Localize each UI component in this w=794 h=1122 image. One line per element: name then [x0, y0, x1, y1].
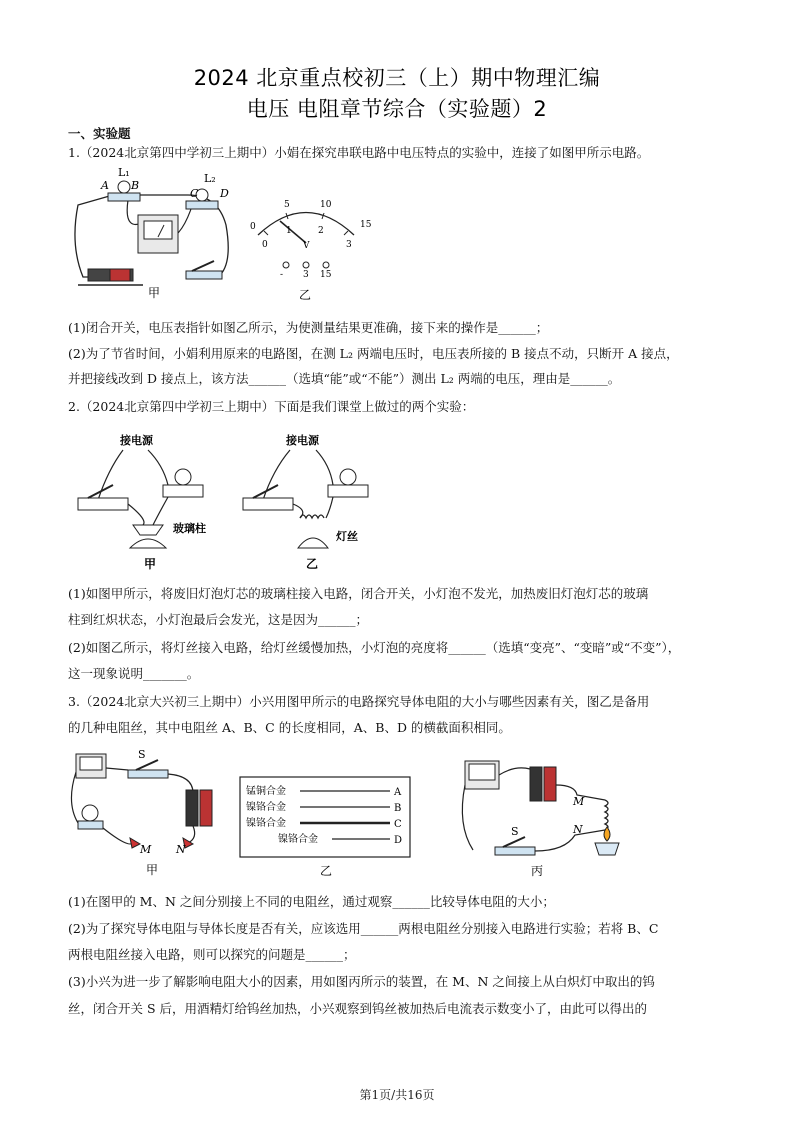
q3-bing-n-label: N: [573, 823, 583, 836]
q3-caption-yi: 乙: [320, 864, 333, 878]
tick-bottom-3: 3: [346, 240, 352, 250]
terminal-3: 3: [303, 270, 309, 280]
wire-c-tag: C: [394, 819, 402, 830]
q2-filament-label: 灯丝: [336, 530, 358, 543]
page-subtitle: 电压 电阻章节综合（实验题）2: [246, 97, 548, 121]
q2-glass-label: 玻璃柱: [173, 522, 206, 535]
q3-jia-n-label: N: [176, 843, 186, 856]
q3-part2-line1: (2)为了探究导体电阻与导体长度是否有关，应该选用______两根电阻丝分别接入电路进行实验；若将 B、C: [68, 921, 659, 936]
tick-top-10: 10: [320, 200, 332, 210]
q1-part2-line1: (2)为了节省时间，小娟利用原来的电路图，在测 L₂ 两端电压时，电压表所接的 B 接点不动，只断开 A 接点，: [68, 346, 679, 361]
label-c: C: [190, 187, 199, 200]
q2-caption-jia: 甲: [144, 557, 157, 571]
page-title: 2024 北京重点校初三（上）期中物理汇编: [193, 66, 601, 90]
wire-d-name: 镍铬合金: [278, 834, 318, 845]
q2-figure: [68, 430, 388, 575]
q2-power-right: 接电源: [286, 434, 319, 447]
q3-figure-bing: [455, 755, 635, 880]
q2-stem: 2.（2024北京第四中学初三上期中）下面是我们课堂上做过的两个实验：: [68, 399, 475, 414]
label-l1: L₁: [118, 166, 130, 179]
wire-d-tag: D: [394, 835, 403, 846]
section-heading: 一、实验题: [68, 126, 131, 141]
terminal-neg: -: [280, 270, 284, 280]
q3-part2-line2: 两根电阻丝接入电路，则可以探究的问题是______；: [68, 947, 356, 962]
q3-bing-s-label: S: [511, 825, 519, 838]
tick-top-15: 15: [360, 220, 372, 230]
label-d: D: [220, 187, 229, 200]
q3-part1: (1)在图甲的 M、N 之间分别接上不同的电阻丝，通过观察______比较导体电阻的大小；: [68, 894, 555, 909]
caption-jia: 甲: [148, 286, 161, 300]
caption-yi: 乙: [299, 288, 312, 302]
terminal-15: 15: [320, 270, 332, 280]
tick-top-5: 5: [284, 200, 290, 210]
wire-a-tag: A: [394, 787, 402, 798]
page-footer: 第1页/共16页: [359, 1088, 435, 1102]
q3-part3-line1: (3)小兴为进一步了解影响电阻大小的因素，用如图丙所示的装置，在 M、N 之间接上从白炽灯中取出的钨: [68, 974, 655, 989]
q3-jia-m-label: M: [140, 843, 152, 856]
q1-part1: (1)闭合开关，电压表指针如图乙所示，为使测量结果更准确，接下来的操作是______；: [68, 320, 549, 335]
q3-jia-s-label: S: [138, 748, 146, 761]
q3-stem-line1: 3.（2024北京大兴初三上期中）小兴用图甲所示的电路探究导体电阻的大小与哪些因素有关，图乙是备用: [68, 694, 650, 709]
tick-bottom-2: 2: [318, 226, 324, 236]
q2-part1-line2: 柱到红炽状态，小灯泡最后会发光，这是因为______；: [68, 612, 369, 627]
tick-bottom-1: 1: [286, 226, 292, 236]
q3-bing-m-label: M: [573, 795, 585, 808]
tick-top-0: 0: [250, 222, 256, 232]
q1-figure-voltmeter: [246, 195, 376, 305]
meter-unit: V: [303, 241, 310, 251]
wire-b-name: 镍铬合金: [246, 802, 286, 813]
q1-part2-line2: 并把接线改到 D 接点上，该方法______（选填“能”或“不能”）测出 L₂ 两端的电压，理由是______。: [68, 371, 621, 386]
q2-part2-line2: 这一现象说明_______。: [68, 666, 200, 681]
q1-figure-circuit: [68, 165, 238, 300]
q3-part3-line2: 丝，闭合开关 S 后，用酒精灯给钨丝加热，小兴观察到钨丝被加热后电流表示数变小了，由此可以得出的: [68, 1001, 648, 1016]
wire-c-name: 镍铬合金: [246, 818, 286, 829]
q2-part1-line1: (1)如图甲所示，将废旧灯泡灯芯的玻璃柱接入电路，闭合开关，小灯泡不发光，加热废旧灯泡灯芯的玻璃: [68, 586, 649, 601]
label-a: A: [101, 179, 109, 192]
q3-figure-yi: [238, 775, 413, 880]
label-b: B: [131, 179, 140, 192]
q1-stem: 1.（2024北京第四中学初三上期中）小娟在探究串联电路中电压特点的实验中，连接了如图甲所示电路。: [68, 145, 650, 160]
q2-power-left: 接电源: [120, 434, 153, 447]
wire-a-name: 锰铜合金: [246, 786, 286, 797]
q3-figure-jia: [68, 748, 228, 878]
q3-caption-jia: 甲: [146, 863, 159, 877]
label-l2: L₂: [204, 172, 216, 185]
wire-b-tag: B: [394, 803, 402, 814]
q3-stem-line2: 的几种电阻丝，其中电阻丝 A、B、C 的长度相同，A、B、D 的横截面积相同。: [68, 720, 511, 735]
tick-bottom-0: 0: [262, 240, 268, 250]
q3-caption-bing: 丙: [531, 864, 544, 878]
q2-part2-line1: (2)如图乙所示，将灯丝接入电路，给灯丝缓慢加热，小灯泡的亮度将______（选填“变亮”、“变暗”或“不变”），: [68, 640, 681, 655]
q2-caption-yi: 乙: [306, 557, 319, 571]
